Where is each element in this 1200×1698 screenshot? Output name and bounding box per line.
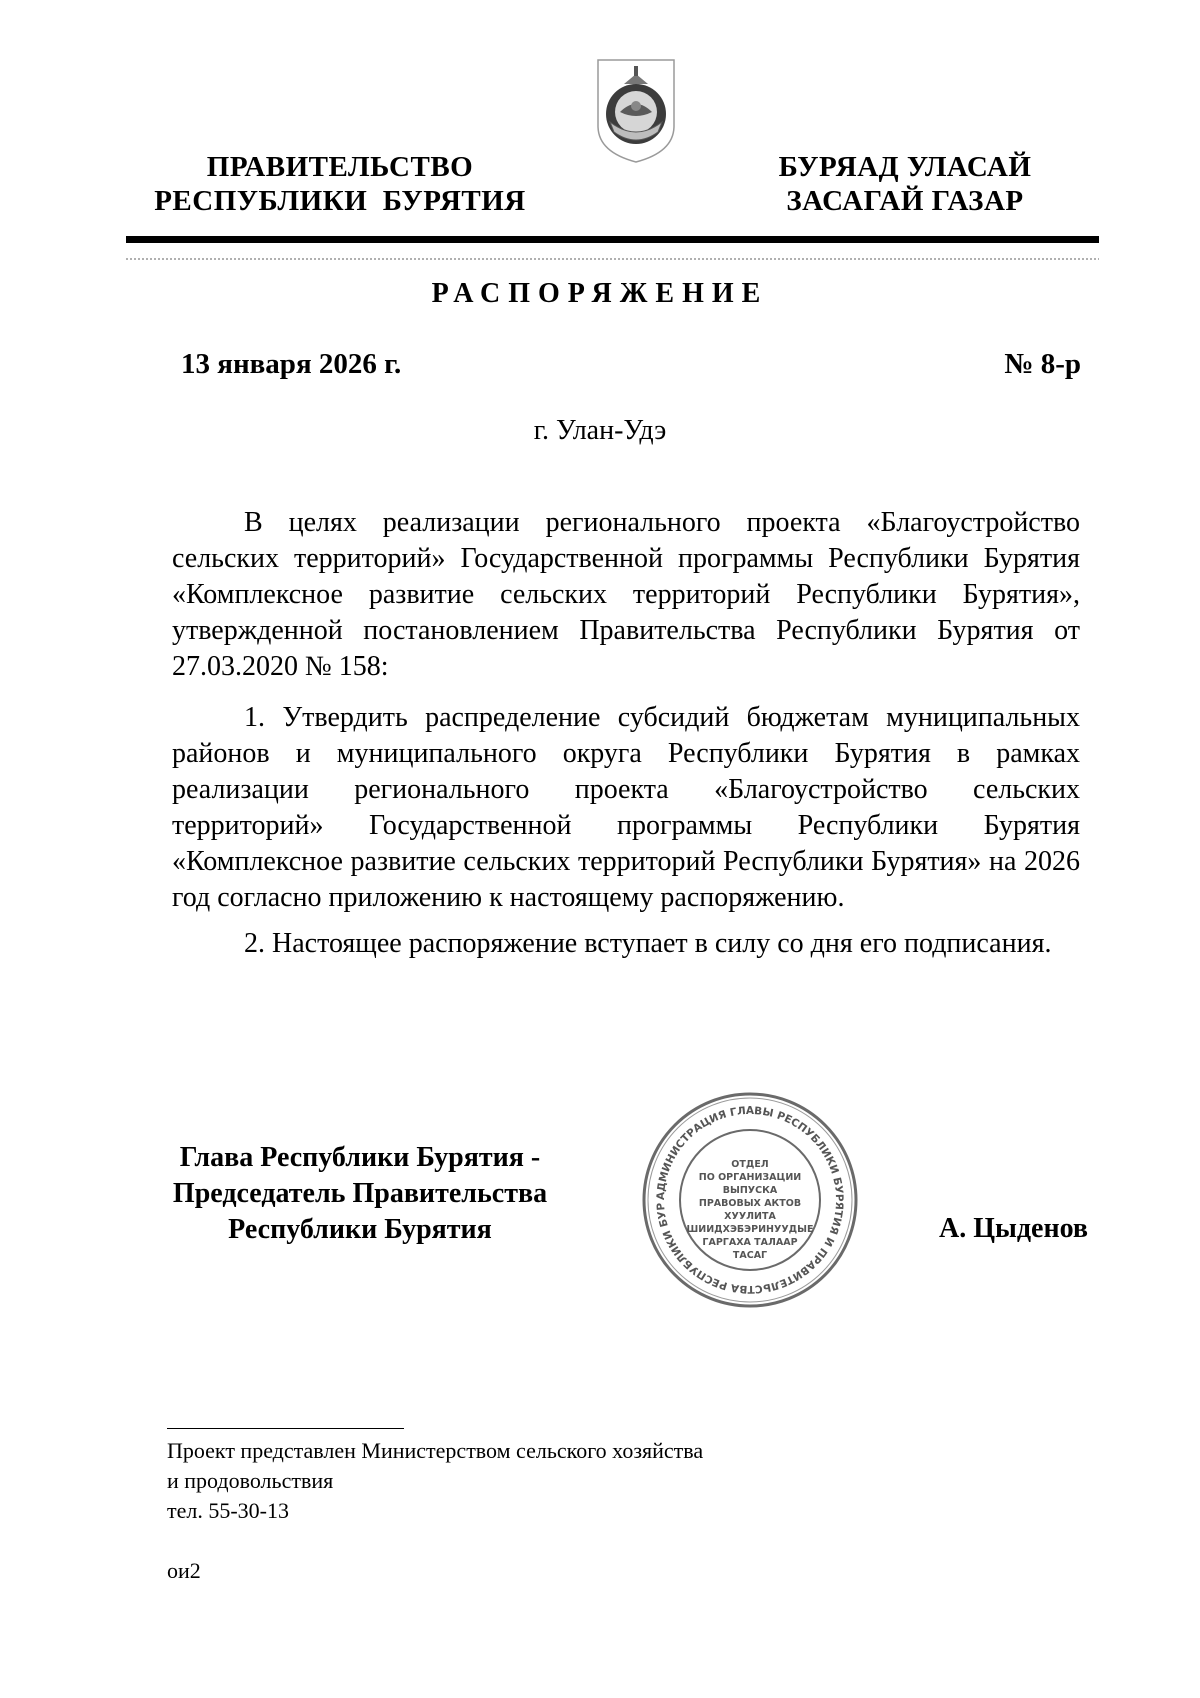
- footnote-divider: [167, 1428, 404, 1429]
- coat-of-arms-emblem: [594, 56, 678, 164]
- svg-text:ХУУЛИТА: ХУУЛИТА: [724, 1211, 776, 1222]
- document-city: г. Улан-Удэ: [533, 415, 667, 446]
- header-right: [720, 150, 1090, 218]
- svg-text:ПРАВОВЫХ АКТОВ: ПРАВОВЫХ АКТОВ: [698, 1198, 802, 1209]
- svg-text:ПО ОРГАНИЗАЦИИ: ПО ОРГАНИЗАЦИИ: [698, 1172, 802, 1183]
- footnote-line3: тел. 55-30-13: [167, 1498, 290, 1523]
- footnote-line1: Проект представлен Министерством сельского хозяйства: [167, 1438, 704, 1463]
- header-divider-thick: [126, 236, 1099, 243]
- header-right-line2: ЗАСАГАЙ ГАЗАР: [786, 185, 1024, 217]
- header-left: [150, 150, 530, 218]
- document-date: 13 января 2026 г.: [181, 348, 402, 380]
- svg-text:ВЫПУСКА: ВЫПУСКА: [722, 1185, 778, 1196]
- document-number: № 8-р: [1004, 348, 1081, 380]
- header-left-line1: ПРАВИТЕЛЬСТВО: [206, 151, 474, 183]
- item-2-paragraph: 2. Настоящее распоряжение вступает в силу со дня его подписания.: [244, 928, 1052, 959]
- svg-text:АДМИНИСТРАЦИЯ ГЛАВЫ РЕСПУБЛИКИ: АДМИНИСТРАЦИЯ ГЛАВЫ РЕСПУБЛИКИ БУРЯТИЯ И ПРАВИТЕЛЬСТВА РЕСПУБЛИКИ БУР: [654, 1104, 846, 1296]
- footnote-line2: и продовольствия: [167, 1468, 334, 1493]
- svg-text:ТАСАГ: ТАСАГ: [732, 1250, 768, 1261]
- signatory-position-line1: Глава Республики Бурятия -: [179, 1142, 541, 1173]
- svg-text:ГАРГАХА ТАЛААР: ГАРГАХА ТАЛААР: [702, 1237, 798, 1248]
- header-divider-thin: [126, 258, 1099, 260]
- svg-text:ШИИДХЭБЭРИНУУДЫЕ: ШИИДХЭБЭРИНУУДЫЕ: [686, 1224, 814, 1235]
- signatory-position-line2: Председатель Правительства: [172, 1178, 548, 1209]
- signatory-position: [165, 1140, 555, 1248]
- document-code: ои2: [167, 1558, 201, 1583]
- svg-text:ОТДЕЛ: ОТДЕЛ: [731, 1159, 769, 1170]
- official-seal-stamp: [640, 1090, 860, 1310]
- signatory-name: А. Цыденов: [938, 1213, 1088, 1244]
- item-1-paragraph: 1. Утвердить распределение субсидий бюджетам муниципальных районов и муниципального округа Республики Бурятия в рамках реализации регионального проекта «Благоустройство сельских территорий» Государственной программы Республики Бурятия «Комплексное развитие сельских территорий Республики Бурятия» на 2026 год согласно приложению к настоящему распоряжению.: [172, 702, 1080, 913]
- document-title: РАСПОРЯЖЕНИЕ: [431, 278, 769, 309]
- header-right-line1: БУРЯАД УЛАСАЙ: [778, 151, 1032, 183]
- signatory-position-line3: Республики Бурятия: [228, 1214, 492, 1245]
- footnote: [167, 1436, 703, 1526]
- preamble-paragraph: В целях реализации регионального проекта «Благоустройство сельских территорий» Государственной программы Республики Бурятия «Комплексное развитие сельских территорий Республики Бурятия», утвержденной постановлением Правительства Республики Бурятия от 27.03.2020 № 158:: [172, 507, 1080, 682]
- header-left-line2: РЕСПУБЛИКИ БУРЯТИЯ: [154, 185, 526, 217]
